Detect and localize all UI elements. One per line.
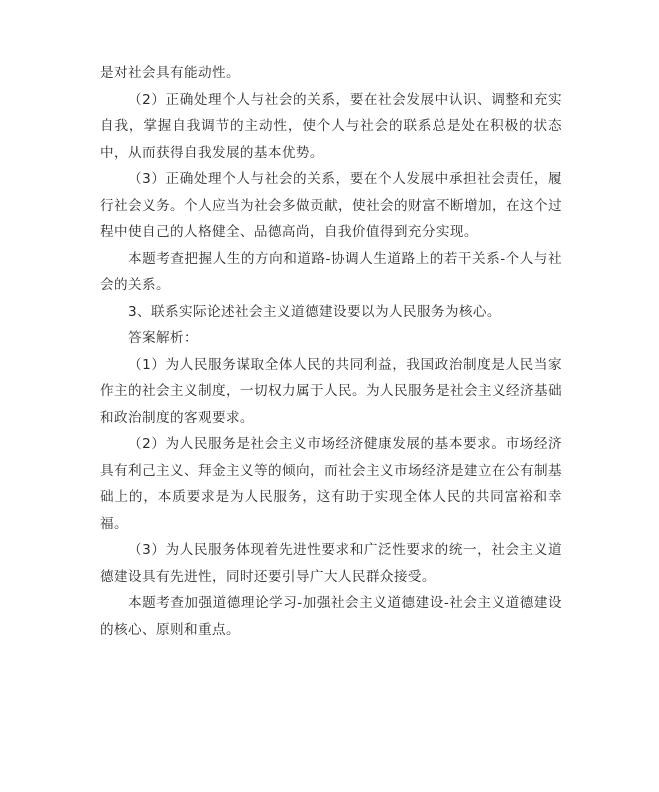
answer-topic-note: 本题考查加强道德理论学习-加强社会主义道德建设-社会主义道德建设的核心、原则和重点。: [100, 595, 562, 638]
answer-point-3: （3）为人民服务体现着先进性要求和广泛性要求的统一，社会主义道德建设具有先进性，同时还要引导广大人民群众接受。: [100, 542, 562, 585]
paragraph-point-3: （3）正确处理个人与社会的关系，要在个人发展中承担社会责任，履行社会义务。个人应当为社会多做贡献，使社会的财富不断增加，在这个过程中使自己的人格健全、品德高尚，自我价值得到充分实现。: [100, 171, 562, 240]
answer-heading: 答案解析：: [128, 330, 198, 346]
paragraph-continuation: 是对社会具有能动性。: [100, 65, 240, 81]
document-page: [100, 60, 562, 643]
paragraph-point-2: （2）正确处理个人与社会的关系，要在社会发展中认识、调整和充实自我，掌握自我调节的主动性，使个人与社会的联系总是处在积极的状态中，从而获得自我发展的基本优势。: [100, 91, 562, 161]
paragraph-topic-note: 本题考查把握人生的方向和道路-协调人生道路上的若干关系-个人与社会的关系。: [100, 250, 562, 293]
answer-point-2: （2）为人民服务是社会主义市场经济健康发展的基本要求。市场经济具有利己主义、拜金主义等的倾向，而社会主义市场经济是建立在公有制基础上的，本质要求是为人民服务，这有助于实现全体人民的共同富裕和幸福。: [100, 436, 562, 532]
answer-point-1: （1）为人民服务谋取全体人民的共同利益，我国政治制度是人民当家作主的社会主义制度，一切权力属于人民。为人民服务是社会主义经济基础和政治制度的客观要求。: [100, 356, 562, 426]
question-3: 3、联系实际论述社会主义道德建设要以为人民服务为核心。: [128, 303, 501, 320]
